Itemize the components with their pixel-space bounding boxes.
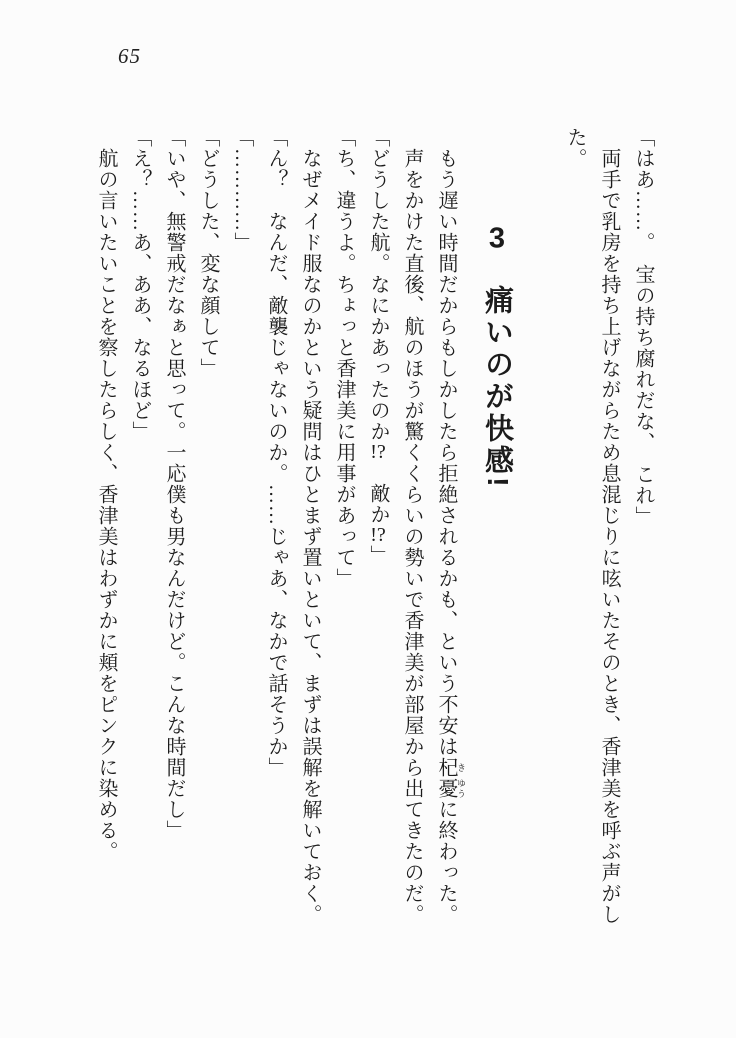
text-line: なぜメイド服なのかという疑問はひとまず置いといて、まずは誤解を解いておく。 — [299, 148, 321, 925]
tatechuyoko-mark: !? — [370, 442, 386, 462]
text-line: 「はあ……。 宝の持ち腐れだな、 これ」 — [632, 127, 654, 527]
ruby-annotation: 憂 ゆう — [435, 778, 466, 799]
text-columns — [89, 127, 660, 997]
chapter-number: 3 — [488, 224, 506, 253]
text-line: 「どうした航。なにかあったのか!? 敵か!?」 — [367, 127, 389, 566]
ruby-annotation: 杞 き — [435, 757, 466, 778]
text-line: 「ん？ なんだ、敵襲じゃないのか。……じゃあ、なかで話そうか」 — [265, 127, 287, 778]
page-number: 65 — [118, 44, 141, 68]
text-line: 「いや、無警戒だなぁと思って。一応僕も男なんだけど。こんな時間だし」 — [163, 127, 185, 841]
text-line: 声をかけた直後、航のほうが驚くくらいの勢いで香津美が部屋から出てきたのだ。 — [401, 148, 423, 925]
tatechuyoko-mark: !? — [370, 525, 386, 545]
chapter-title: 痛いのが快感! — [481, 285, 513, 490]
text-line: た。 — [564, 127, 586, 169]
text-line: 航の言いたいことを察したらしく、香津美はわずかに頬をピンクに染める。 — [95, 148, 117, 862]
text-line: 「ち、違うよ。ちょっと香津美に用事があって」 — [333, 127, 355, 589]
text-line: 両手で乳房を持ち上げながらため息混じりに呟いたそのとき、香津美を呼ぶ声がし — [598, 148, 620, 925]
text-line: 「…………」 — [231, 127, 253, 253]
text-line: 「え？……あ、ああ、なるほど」 — [129, 127, 151, 442]
text-line: 「どうした、変な顔して」 — [197, 127, 219, 379]
chapter-heading — [474, 127, 520, 997]
text-line: もう遅い時間だからもしかしたら拒絶されるかも、という不安は杞 き憂 ゆうに終わった。 — [435, 148, 466, 925]
